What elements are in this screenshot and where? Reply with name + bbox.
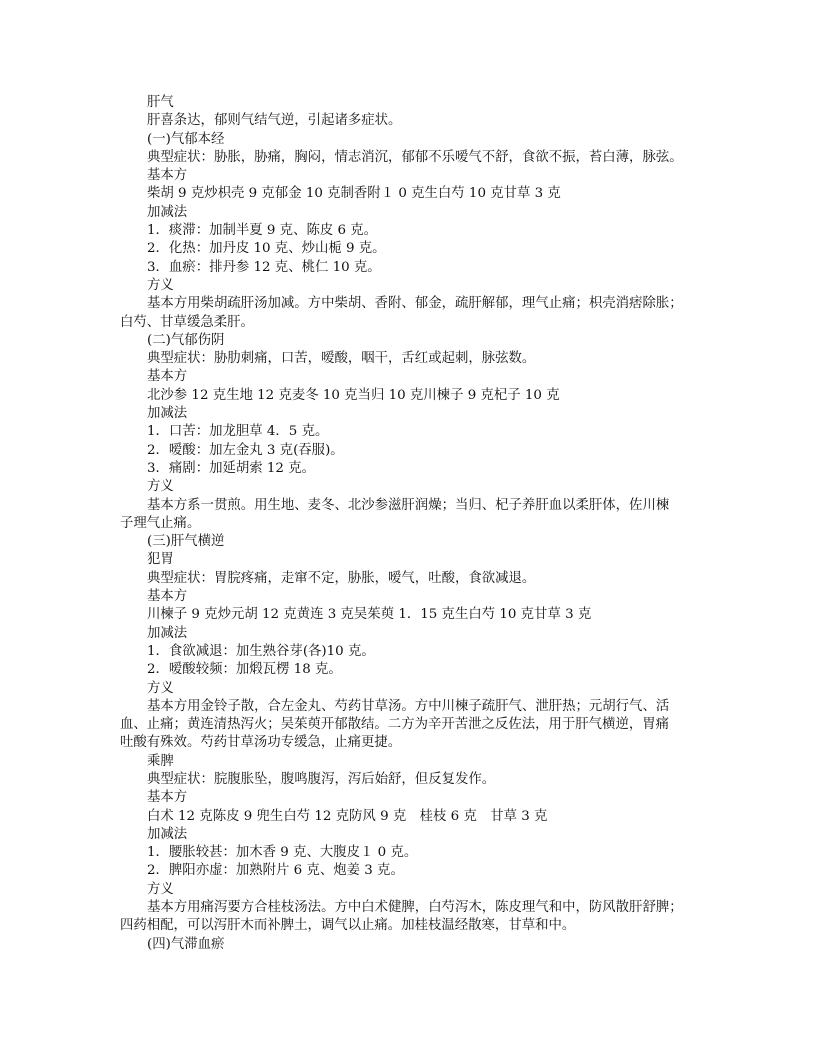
doc-line-heading: (一)气郁本经 [147,131,225,147]
doc-line-text: 北沙参 12 克生地 12 克麦冬 10 克当归 10 克川楝子 9 克杞子 10 克 [147,387,560,403]
doc-line-subheading: 犯胃 [147,552,174,568]
doc-line-text: 血、止痛；黄连清热泻火；吴茱萸开郁散结。二方为辛开苦泄之反佐法，用于肝气横逆，胃痛 [120,717,670,733]
doc-line-subheading: 方义 [147,479,174,495]
doc-line-text: 2．嗳酸：加左金丸 3 克(吞服)。 [147,442,344,458]
doc-line-text: 基本方用柴胡疏肝汤加减。方中柴胡、香附、郁金，疏肝解郁，理气止痛；枳壳消痞除胀； [147,296,683,312]
doc-line-text: 白芍、甘草缓急柔肝。 [120,314,254,330]
doc-line-title: 肝气 [147,95,174,110]
doc-line-subheading: 方义 [147,680,174,696]
document-page [120,94,720,954]
doc-line-text: 2．脾阳亦虚：加熟附片 6 克、炮姜 3 克。 [147,863,404,879]
doc-line-subheading: 加减法 [147,406,188,422]
doc-line-subheading: 加减法 [147,826,188,842]
doc-line-text: 2．嗳酸较频：加煅瓦楞 18 克。 [147,662,342,678]
doc-line-subheading: 加减法 [147,204,188,220]
doc-line-heading: (二)气郁伤阴 [147,332,225,348]
doc-line-heading: (四)气滞血瘀 [147,936,225,952]
doc-line-text: 1．口苦：加龙胆草 4．5 克。 [147,424,329,440]
doc-line-text: 典型症状：脘腹胀坠，腹鸣腹泻，泻后始舒，但反复发作。 [147,771,496,787]
doc-line-text: 3．血瘀：排丹参 12 克、桃仁 10 克。 [147,259,381,275]
doc-line-text: 3．痛剧：加延胡索 12 克。 [147,460,315,476]
doc-line-text: 四药相配，可以泻肝木而补脾土，调气以止痛。加桂枝温经散寒，甘草和中。 [120,918,576,934]
doc-line-text: 1．食欲减退：加生熟谷芽(各)10 克。 [147,643,375,659]
doc-line-heading: (三)肝气横逆 [147,534,225,550]
doc-line-text: 典型症状：胃脘疼痛，走窜不定，胁胀，嗳气，吐酸，食欲减退。 [147,570,536,586]
doc-line-subheading: 基本方 [147,168,188,184]
doc-line-subheading: 基本方 [147,790,188,806]
doc-line-text: 子理气止痛。 [120,515,201,531]
doc-line-text: 2．化热：加丹皮 10 克、炒山栀 9 克。 [147,241,386,257]
doc-line-subheading: 基本方 [147,589,188,605]
doc-line-text: 柴胡 9 克炒枳壳 9 克郁金 10 克制香附１ 0 克生白芍 10 克甘草 3 克 [147,186,561,202]
doc-line-text: 川楝子 9 克炒元胡 12 克黄连 3 克吴茱萸 1．15 克生白芍 10 克甘草 3 克 [147,607,592,623]
doc-line-subheading: 基本方 [147,369,188,385]
doc-line-subheading: 方义 [147,881,174,897]
doc-line-text: 1．腰胀较甚：加木香 9 克、大腹皮１ 0 克。 [147,845,418,861]
doc-line-text: 典型症状：胁肋刺痛，口苦，嗳酸，咽干，舌红或起刺，脉弦数。 [147,351,536,367]
doc-line-text: 典型症状：胁胀，胁痛，胸闷，情志消沉，郁郁不乐嗳气不舒，食欲不振，苔白薄，脉弦。 [147,149,683,165]
doc-line-subheading: 方义 [147,277,174,293]
doc-line-text: 基本方用痛泻要方合桂枝汤法。方中白术健脾，白芍泻木，陈皮理气和中，防风散肝舒脾； [147,900,683,916]
doc-line-text: 吐酸有殊效。芍药甘草汤功专缓急，止痛更捷。 [120,735,402,751]
doc-line-text: 肝喜条达，郁则气结气逆，引起诸多症状。 [147,113,402,129]
doc-line-text: 基本方用金铃子散，合左金丸、芍药甘草汤。方中川楝子疏肝气、泄肝热；元胡行气、活 [147,698,670,714]
doc-line-text: 基本方系一贯煎。用生地、麦冬、北沙参滋肝润燥；当归、杞子养肝血以柔肝体，佐川楝 [147,497,670,513]
doc-line-text: 白术 12 克陈皮 9 兜生白芍 12 克防风 9 克 桂枝 6 克 甘草 3 克 [147,808,548,824]
doc-line-subheading: 加减法 [147,625,188,641]
doc-line-subheading: 乘脾 [147,753,174,769]
doc-line-text: 1．痰滞：加制半夏 9 克、陈皮 6 克。 [147,223,378,239]
